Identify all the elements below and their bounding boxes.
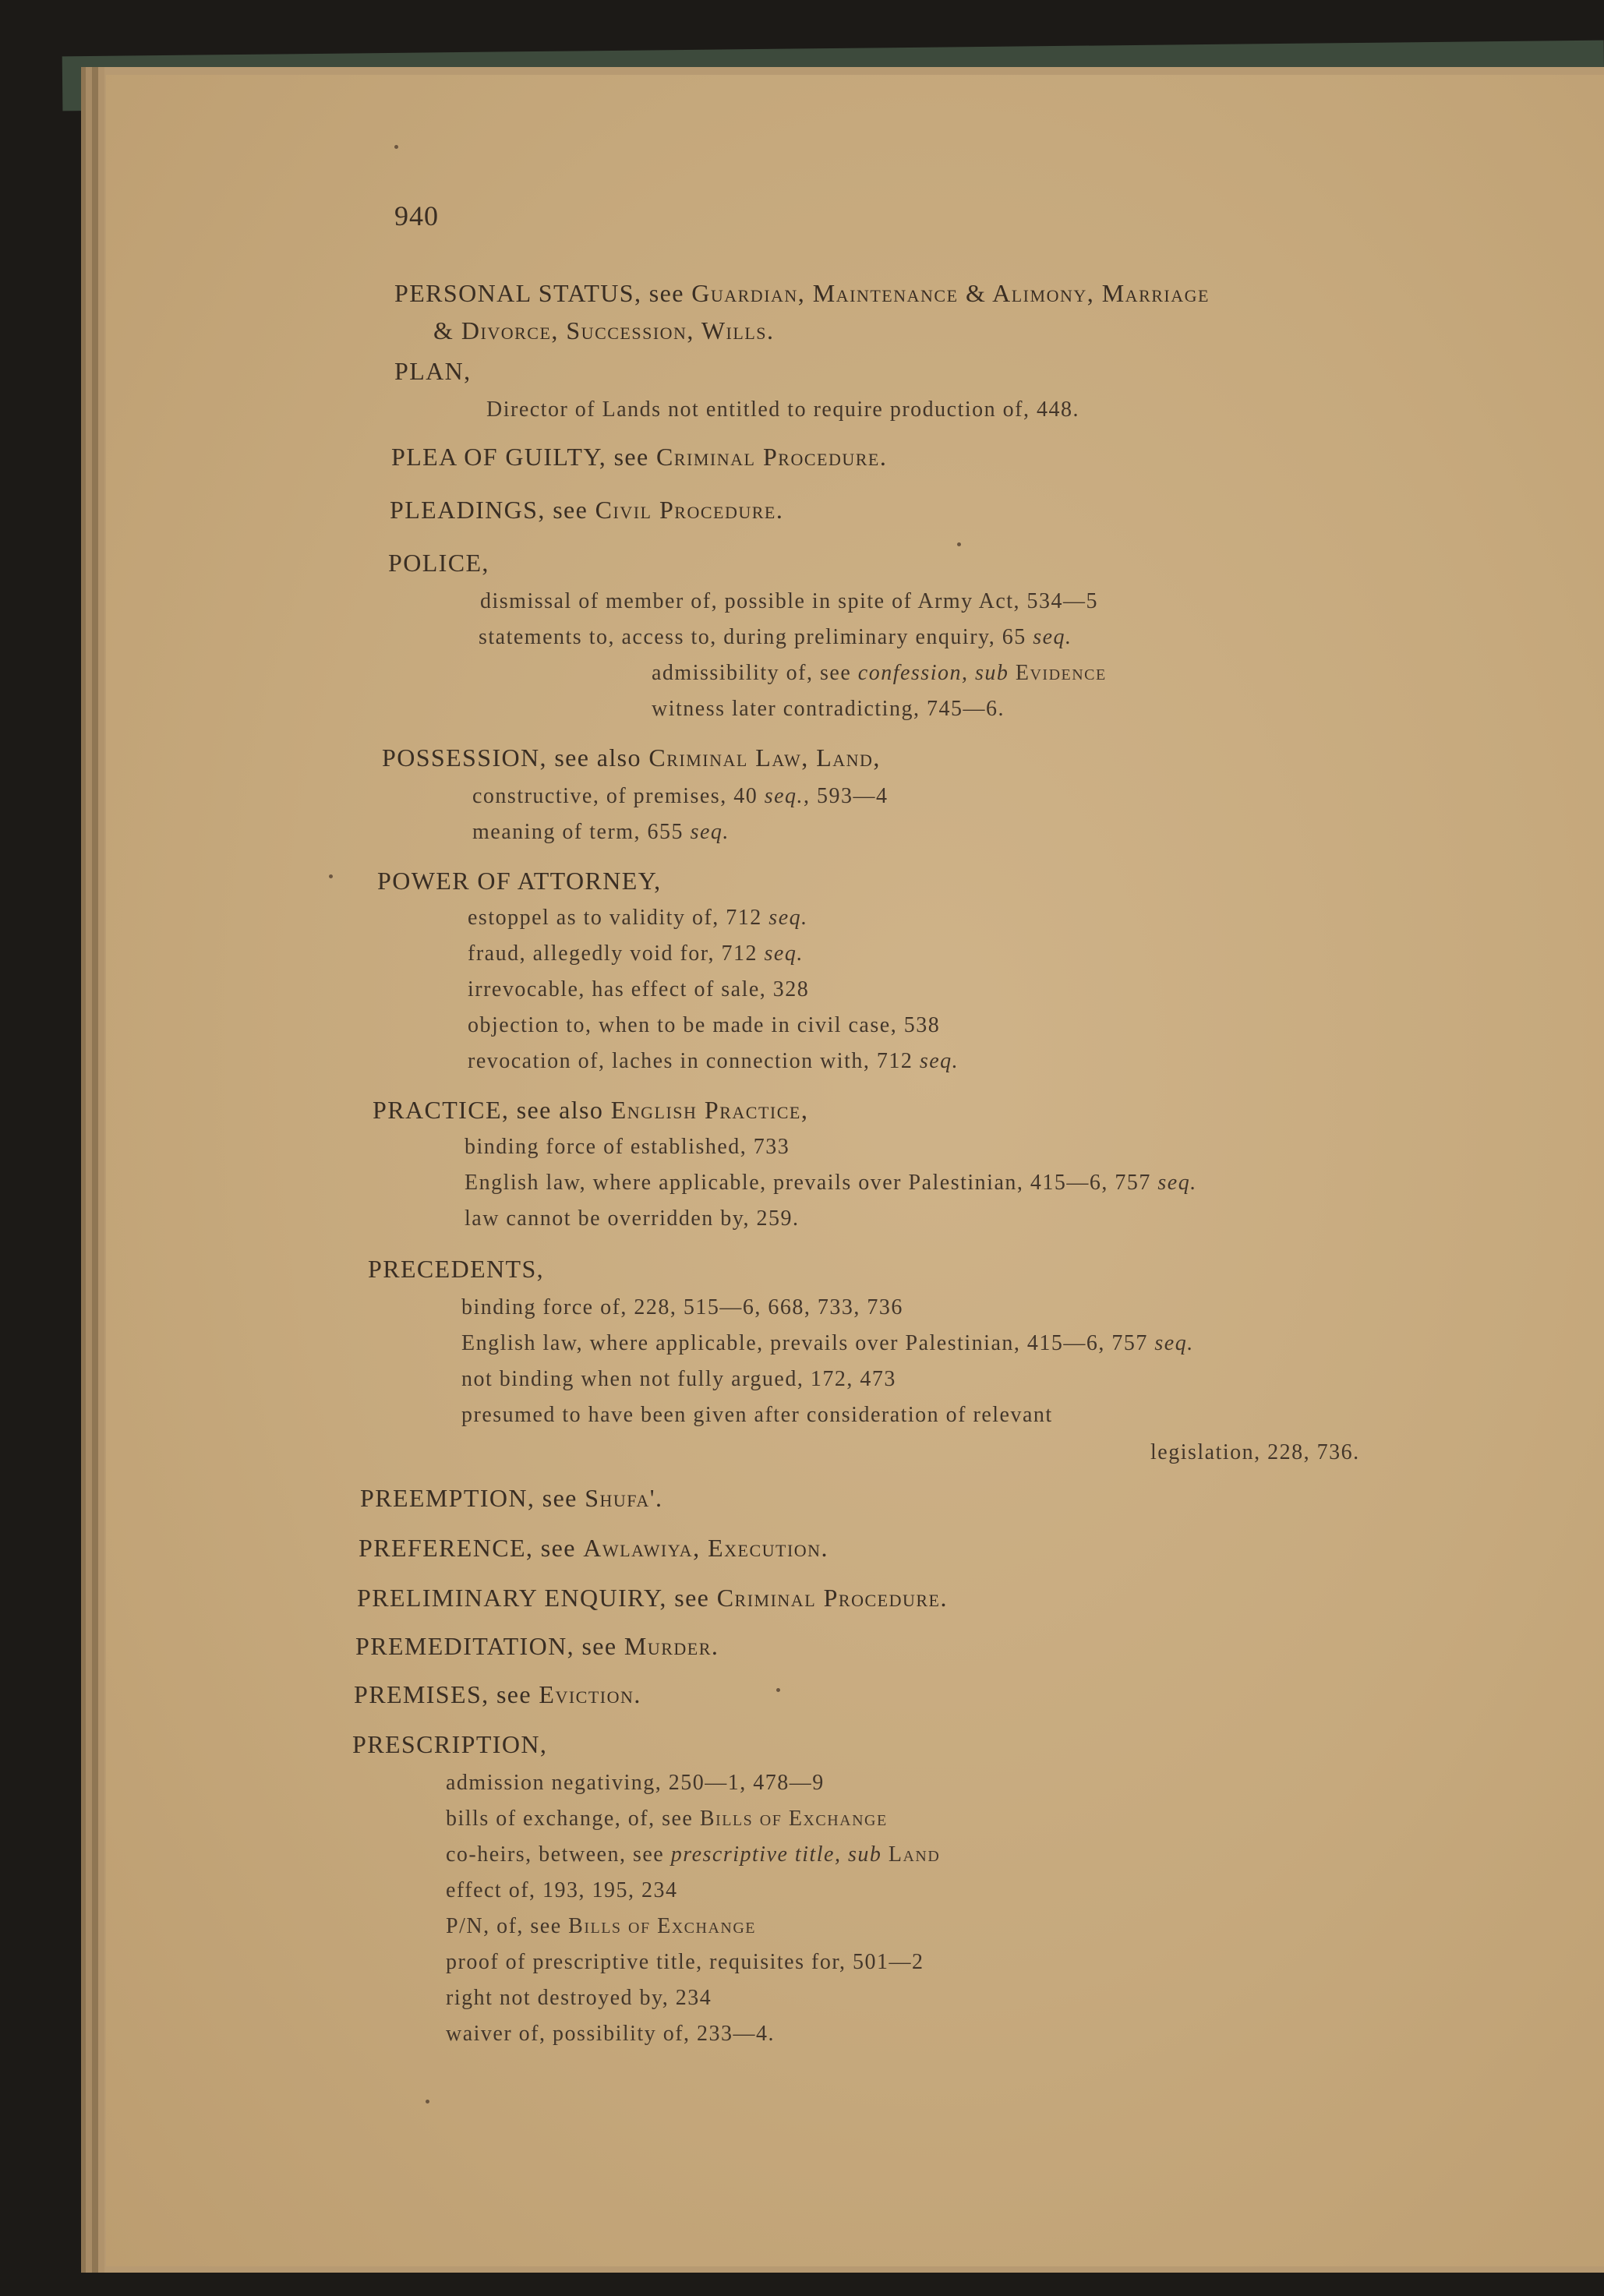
sub-entry: [465, 1171, 1197, 1196]
entry-heading: PRECEDENTS,: [368, 1255, 545, 1283]
sub-entry: right not destroyed by, 234: [446, 1986, 712, 2010]
italic-reference: prescriptive title, sub: [670, 1842, 882, 1867]
see-word: see also: [554, 744, 641, 772]
sub-entry-text: English law, where applicable, prevails over Palestinian, 415—6, 757: [465, 1171, 1151, 1195]
sub-entry: Director of Lands not entitled to require production of, 448.: [486, 397, 1079, 422]
entry-heading: PLEADINGS,: [390, 496, 546, 524]
entry-heading: PRELIMINARY ENQUIRY,: [357, 1584, 667, 1612]
sub-entry: [472, 820, 730, 845]
entry-heading: PREEMPTION,: [360, 1484, 535, 1512]
seq-note: seq.: [690, 820, 730, 844]
index-entry-precedents: [368, 1255, 544, 1284]
index-entry-plan: [394, 357, 472, 386]
sub-entry: proof of prescriptive title, requisites for, 501—2: [446, 1950, 924, 1974]
index-entry-premises: [354, 1680, 641, 1709]
sub-entry-text: constructive, of premises, 40: [472, 784, 758, 808]
sub-entry: [446, 1807, 888, 1832]
sub-entry: presumed to have been given after consideration of relevant: [461, 1403, 1053, 1427]
sub-entry-text: admissibility of, see: [652, 661, 852, 685]
cross-reference: Guardian, Maintenance & Alimony, Marriage: [691, 279, 1210, 307]
cross-reference: Criminal Procedure.: [716, 1584, 948, 1612]
index-entry-personal-status: [394, 279, 1210, 308]
seq-note: seq.: [1033, 625, 1072, 649]
sub-entry-text: P/N, of, see: [446, 1914, 562, 1938]
sub-entry-continued: legislation, 228, 736.: [1150, 1440, 1360, 1464]
book-page: [106, 75, 1604, 2266]
cross-reference: English Practice,: [610, 1096, 809, 1124]
sub-entry-text: estoppel as to validity of, 712: [468, 906, 762, 930]
sub-entry: waiver of, possibility of, 233—4.: [446, 2022, 776, 2046]
cross-reference-continued: [433, 316, 775, 345]
paper-speck: [426, 2100, 429, 2103]
cross-reference: & Divorce, Succession, Wills.: [433, 316, 775, 344]
sub-entry: law cannot be overridden by, 259.: [465, 1206, 800, 1231]
seq-note: seq.: [764, 784, 804, 808]
sub-entry-text: , 593—4: [804, 784, 889, 808]
sub-entry: irrevocable, has effect of sale, 328: [468, 977, 810, 1001]
seq-note: seq.: [768, 906, 808, 930]
index-entry-plea-of-guilty: [391, 443, 887, 472]
sub-entry-text: statements to, access to, during preliminary enquiry, 65: [479, 625, 1026, 649]
sub-entry: [468, 1049, 959, 1074]
sub-entry: [472, 784, 889, 809]
sub-entry: [479, 625, 1072, 650]
seq-note: seq.: [1154, 1331, 1194, 1355]
cross-reference: Murder.: [624, 1632, 719, 1660]
sub-entry: [468, 941, 804, 966]
sub-entry: [468, 906, 808, 931]
cross-reference: Bills of Exchange: [568, 1914, 756, 1938]
sub-entry: [461, 1331, 1194, 1356]
see-word: see: [674, 1584, 710, 1612]
index-entry-preemption: [360, 1484, 663, 1513]
see-word: see: [553, 496, 588, 524]
index-entry-premeditation: [355, 1632, 719, 1661]
sub-entry-text: English law, where applicable, prevails over Palestinian, 415—6, 757: [461, 1331, 1148, 1355]
cross-reference: Awlawiya, Execution.: [583, 1534, 829, 1562]
index-entry-possession: [382, 744, 881, 772]
index-entry-practice: [373, 1096, 808, 1125]
entry-heading: PREFERENCE,: [359, 1534, 534, 1562]
index-entry-pleadings: [390, 496, 783, 525]
cross-reference: Evidence: [1015, 661, 1107, 685]
entry-heading: PRESCRIPTION,: [352, 1730, 548, 1758]
entry-heading: PERSONAL STATUS,: [394, 279, 642, 307]
entry-heading: POLICE,: [388, 549, 489, 577]
see-word: see: [496, 1680, 532, 1708]
italic-reference: confession, sub: [857, 661, 1009, 685]
entry-heading: PRACTICE,: [373, 1096, 510, 1124]
index-entry-preference: [359, 1534, 828, 1563]
paper-speck: [329, 874, 333, 878]
sub-entry: witness later contradicting, 745—6.: [652, 697, 1005, 721]
index-entry-power-of-attorney: [377, 867, 662, 895]
entry-heading: POWER OF ATTORNEY,: [377, 867, 662, 895]
page-number: 940: [394, 200, 439, 231]
see-word: see: [648, 279, 684, 307]
seq-note: seq.: [764, 941, 804, 966]
seq-note: seq.: [919, 1049, 959, 1073]
entry-heading: PREMEDITATION,: [355, 1632, 575, 1660]
sub-entry-text: fraud, allegedly void for, 712: [468, 941, 758, 966]
cross-reference: Civil Procedure.: [595, 496, 784, 524]
sub-entry-text: co-heirs, between, see: [446, 1842, 665, 1867]
sub-entry: binding force of, 228, 515—6, 668, 733, 736: [461, 1295, 903, 1319]
see-word: see: [540, 1534, 576, 1562]
sub-entry: admission negativing, 250—1, 478—9: [446, 1771, 825, 1795]
cross-reference: Criminal Law, Land,: [648, 744, 881, 772]
cross-reference: Bills of Exchange: [699, 1807, 888, 1831]
see-word: see: [542, 1484, 578, 1512]
sub-entry: effect of, 193, 195, 234: [446, 1878, 678, 1902]
paper-speck: [776, 1688, 780, 1692]
cross-reference: Land: [888, 1842, 941, 1867]
see-word: see: [613, 443, 649, 471]
index-entry-police: [388, 549, 489, 578]
cross-reference: Eviction.: [539, 1680, 641, 1708]
see-word: see also: [516, 1096, 604, 1124]
seq-note: seq.: [1157, 1171, 1197, 1195]
sub-entry: [446, 1914, 756, 1939]
index-entry-preliminary-enquiry: [357, 1584, 948, 1612]
sub-entry: not binding when not fully argued, 172, 473: [461, 1367, 896, 1391]
sub-entry: binding force of established, 733: [465, 1135, 790, 1159]
sub-entry: dismissal of member of, possible in spite of Army Act, 534—5: [480, 589, 1099, 613]
sub-entry-text: meaning of term, 655: [472, 820, 684, 844]
sub-entry: objection to, when to be made in civil case, 538: [468, 1013, 941, 1037]
sub-entry-text: revocation of, laches in connection with, 712: [468, 1049, 913, 1073]
sub-entry-text: bills of exchange, of, see: [446, 1807, 694, 1831]
entry-heading: PREMISES,: [354, 1680, 489, 1708]
index-entry-prescription: [352, 1730, 547, 1759]
cross-reference: Shufa'.: [585, 1484, 663, 1512]
sub-entry: [652, 661, 1107, 686]
paper-speck: [394, 145, 398, 149]
cross-reference: Criminal Procedure.: [656, 443, 888, 471]
paper-speck: [957, 542, 961, 546]
sub-entry: [446, 1842, 940, 1867]
see-word: see: [581, 1632, 617, 1660]
entry-heading: PLEA OF GUILTY,: [391, 443, 607, 471]
entry-heading: POSSESSION,: [382, 744, 547, 772]
entry-heading: PLAN,: [394, 357, 472, 385]
